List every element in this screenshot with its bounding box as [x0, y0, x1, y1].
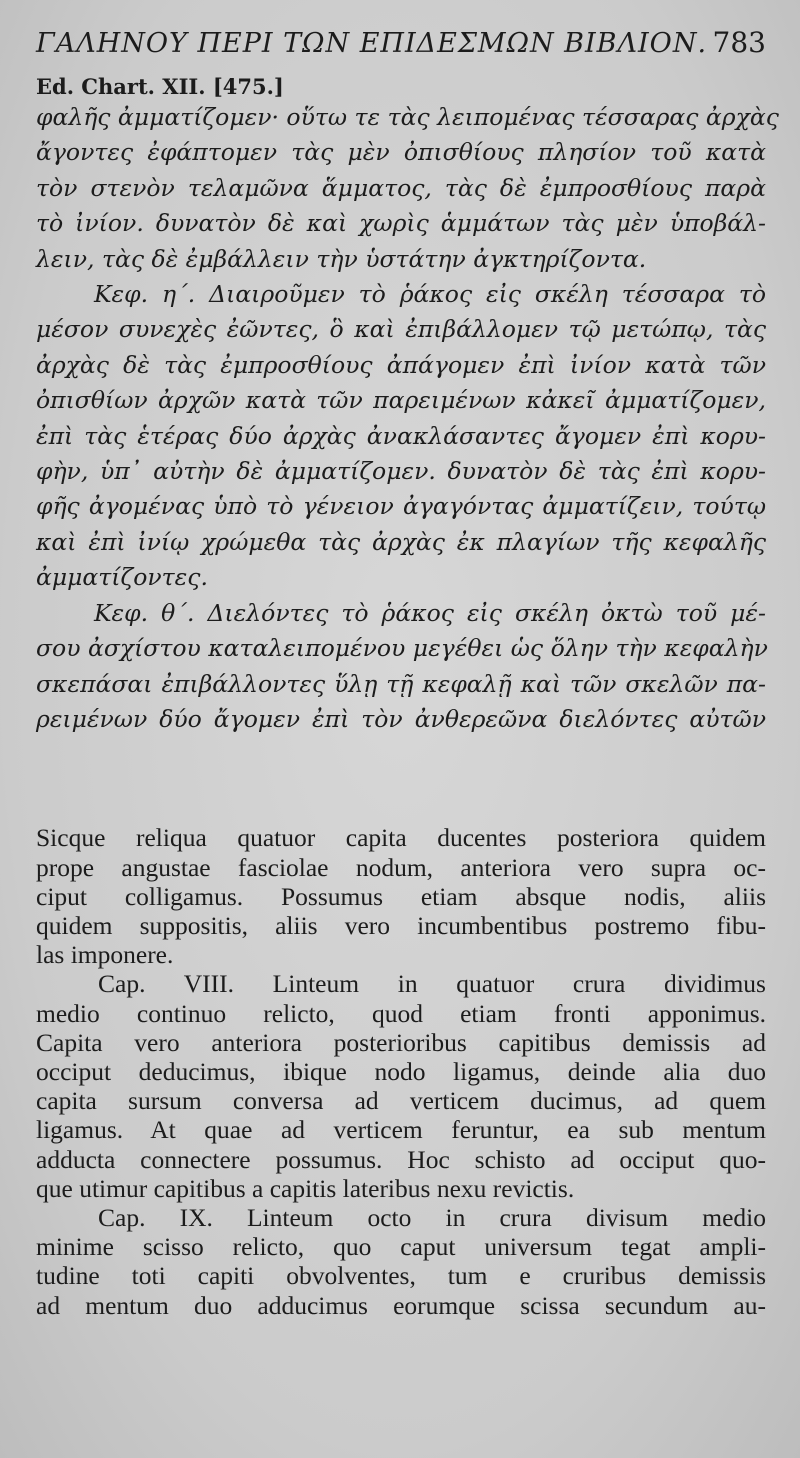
page-number: 783: [712, 26, 766, 59]
latin-text-block: [36, 823, 766, 1319]
running-title: ΓΑΛΗΝΟΥ ΠΕΡΙ ΤΩΝ ΕΠΙΔΕΣΜΩΝ ΒΙΒΛΙΟΝ.: [36, 28, 708, 59]
column-gap: [36, 737, 766, 823]
latin-line: tudine toti capiti obvolventes, tum e cruribus demissis: [36, 1261, 766, 1291]
greek-line: φαλῆς ἀμματίζομεν· οὕτω τε τὰς λειπομένας τέσσαρας ἀρχὰς: [36, 103, 779, 131]
greek-line: Κεφ. θ΄. Διελόντες τὸ ῥάκος εἰς σκέλη ὀκτὼ τοῦ μέ-: [94, 598, 766, 627]
greek-line: φῆς ἀγομένας ὑπὸ τὸ γένειον ἀγαγόντας ἀμματίζειν, τούτῳ: [36, 492, 766, 521]
greek-line: φὴν, ὑπ᾽ αὐτὴν δὲ ἀμματίζομεν. δυνατὸν δὲ τὰς ἐπὶ κορυ-: [36, 457, 766, 486]
greek-line: τὸν στενὸν τελαμῶνα ἅμματος, τὰς δὲ ἐμπροσθίους παρὰ: [36, 173, 766, 202]
greek-text-block: [36, 100, 779, 737]
latin-line: minime scisso relicto, quo caput universum tegat ampli-: [36, 1232, 766, 1262]
greek-line: τὸ ἰνίον. δυνατὸν δὲ καὶ χωρὶς ἁμμάτων τὰς μὲν ὑποβάλ-: [36, 209, 766, 238]
greek-line: μέσον συνεχὲς ἐῶντες, ὃ καὶ ἐπιβάλλομεν τῷ μετώπῳ, τὰς: [36, 315, 766, 344]
greek-line: σκεπάσαι ἐπιβάλλοντες ὕλῃ τῇ κεφαλῇ καὶ τῶν σκελῶν πα-: [36, 669, 766, 698]
latin-line: Cap. IX. Linteum octo in crura divisum medio: [98, 1202, 766, 1232]
latin-line: medio continuo relicto, quod etiam fronti apponimus.: [36, 998, 766, 1028]
greek-line: σου ἀσχίστου καταλειπομένου μεγέθει ὡς ὅλην τὴν κεφαλὴν: [36, 634, 768, 663]
latin-line: que utimur capitibus a capitis lateribus nexu revictis.: [36, 1173, 575, 1203]
greek-line: ὀπισθίων ἀρχῶν κατὰ τῶν παρειμένων κἀκεῖ ἀμματίζομεν,: [36, 386, 766, 415]
greek-line: ἀμματίζοντες.: [36, 563, 208, 592]
latin-line: occiput deducimus, ibique nodo ligamus, deinde alia duo: [36, 1056, 766, 1086]
latin-line: Capita vero anteriora posterioribus capitibus demissis ad: [36, 1027, 766, 1057]
latin-line: adducta connectere possumus. Hoc schisto ad occiput quo-: [36, 1144, 766, 1174]
latin-line: ciput colligamus. Possumus etiam absque nodis, aliis: [36, 881, 766, 911]
greek-line: ἄγοντες ἐφάπτομεν τὰς μὲν ὀπισθίους πλησίον τοῦ κατὰ: [36, 138, 766, 167]
latin-line: prope angustae fasciolae nodum, anteriora vero supra oc-: [36, 852, 766, 882]
greek-line: ρειμένων δύο ἄγομεν ἐπὶ τὸν ἀνθερεῶνα διελόντες αὐτῶν: [36, 704, 766, 733]
latin-line: quidem suppositis, aliis vero incumbentibus postremo fibu-: [36, 910, 766, 940]
edition-reference: Ed. Chart. XII. [475.]: [36, 74, 284, 99]
greek-line: καὶ ἐπὶ ἰνίῳ χρώμεθα τὰς ἀρχὰς ἐκ πλαγίων τῆς κεφαλῆς: [36, 527, 766, 556]
greek-line: ἀρχὰς δὲ τὰς ἐμπροσθίους ἀπάγομεν ἐπὶ ἰνίον κατὰ τῶν: [36, 350, 766, 379]
latin-line: las imponere.: [36, 940, 174, 970]
latin-line: Sicque reliqua quatuor capita ducentes posteriora quidem: [36, 823, 766, 853]
greek-line: ἐπὶ τὰς ἑτέρας δύο ἀρχὰς ἀνακλάσαντες ἄγομεν ἐπὶ κορυ-: [36, 421, 766, 450]
latin-line: Cap. VIII. Linteum in quatuor crura dividimus: [98, 969, 766, 999]
latin-line: ad mentum duo adducimus eorumque scissa secundum au-: [36, 1290, 766, 1320]
greek-line: Κεφ. η΄. Διαιροῦμεν τὸ ῥάκος εἰς σκέλη τέσσαρα τὸ: [94, 280, 766, 309]
running-head: [36, 26, 766, 76]
latin-line: ligamus. At quae ad verticem feruntur, ea sub mentum: [36, 1115, 766, 1145]
latin-line: capita sursum conversa ad verticem ducimus, ad quem: [36, 1086, 766, 1116]
greek-line: λειν, τὰς δὲ ἐμβάλλειν τὴν ὑστάτην ἀγκτηρίζοντα.: [36, 244, 647, 273]
